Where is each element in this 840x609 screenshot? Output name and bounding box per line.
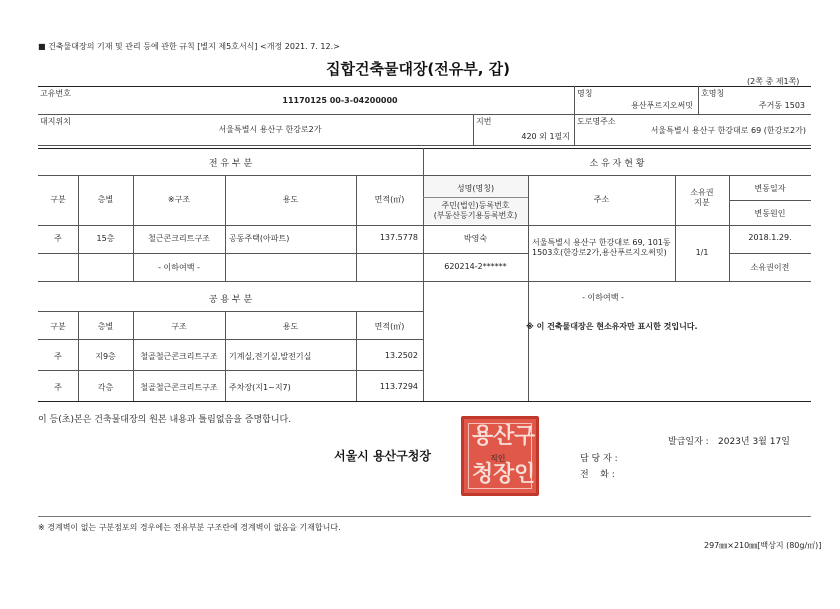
common-header-floor: 층별 [97, 322, 114, 331]
private-row-structure: 철근콘크리트구조 [148, 234, 210, 243]
common-header-area: 면적(㎡) [374, 322, 405, 331]
owner-change-date: 2018.1.29. [748, 233, 792, 242]
owner-section-title: 소 유 자 현 황 [589, 159, 645, 169]
issuer-name: 서울시 용산구청장 [334, 449, 431, 463]
common-row-structure: 철골철근콘크리트구조 [140, 383, 218, 392]
common-header-use: 용도 [282, 322, 299, 331]
common-row-use: 기계실,전기실,발전기실 [229, 352, 312, 361]
private-row-floor: 15층 [96, 234, 115, 243]
page-info: (2쪽 중 제1쪽) [747, 77, 800, 86]
owner-address: 서울특별시 용산구 한강대로 69, 101동 1503호(한강로2가,용산푸르지오써밋) [532, 238, 671, 257]
paper-size: 297㎜×210㎜[백상지 (80g/㎡)] [704, 541, 822, 550]
private-row-type: 주 [54, 234, 62, 243]
common-row-structure: 철골철근콘크리트구조 [140, 352, 218, 361]
owner-header-name: 성명(명칭) [456, 184, 495, 193]
common-row-type: 주 [54, 383, 62, 392]
private-header-structure: ※구조 [167, 195, 191, 204]
owner-share: 1/1 [695, 248, 709, 257]
private-header-floor: 층별 [97, 195, 114, 204]
common-row-floor: 각층 [97, 383, 114, 392]
road-address: 서울특별시 용산구 한강대로 69 (한강로2가) [650, 126, 806, 135]
private-row-use: 공동주택(아파트) [229, 234, 290, 243]
contact-label: 담 당 자 : [580, 454, 618, 464]
seal-stamp-label: 직인 [490, 454, 506, 463]
footer-note: ※ 경계벽이 없는 구분점포의 경우에는 전유부분 구조란에 경계벽이 없음을 기재합니다. [38, 523, 341, 532]
owner-name: 박영숙 [463, 234, 488, 243]
issue-date-label: 발급일자 : [668, 437, 709, 447]
private-header-type: 구분 [50, 195, 66, 204]
site-location-label: 대지위치 [40, 117, 71, 126]
private-section-title: 전 유 부 분 [208, 159, 253, 169]
owner-blank-note: - 이하여백 - [582, 293, 624, 302]
common-row-area: 13.2502 [384, 351, 418, 360]
common-row-area: 113.7294 [379, 382, 418, 391]
site-location: 서울특별시 용산구 한강로2가 [218, 125, 322, 134]
road-address-label: 도로명주소 [577, 117, 616, 126]
private-row-area: 137.5778 [379, 233, 418, 242]
owner-header-id: 주민(법인)등록번호 (부동산등기용등록번호) [433, 201, 518, 220]
common-header-type: 구분 [50, 322, 66, 331]
unit-name: 주거동 1503 [758, 101, 805, 110]
lot-number-label: 지번 [476, 117, 492, 126]
unique-number: 11170125 00-3-04200000 [282, 96, 398, 105]
lot-number: 420 외 1필지 [521, 132, 570, 141]
owner-notice: ※ 이 건축물대장은 현소유자만 표시한 것입니다. [526, 322, 698, 331]
private-header-area: 면적(㎡) [374, 195, 405, 204]
unit-name-label: 호명칭 [701, 89, 725, 98]
owner-change-cause: 소유권이전 [750, 263, 790, 272]
phone-label: 전 화 : [580, 470, 615, 480]
owner-id: 620214-2****** [444, 262, 507, 271]
building-name-label: 명칭 [577, 89, 593, 98]
common-row-use: 주차장(지1~지7) [229, 383, 291, 392]
common-row-floor: 지9층 [95, 352, 116, 361]
building-name: 용산푸르지오써밋 [631, 101, 693, 110]
unique-number-label: 고유번호 [40, 89, 71, 98]
owner-header-address: 주소 [593, 195, 610, 204]
private-blank-note: - 이하여백 - [158, 263, 200, 272]
owner-header-cause: 변동원인 [754, 209, 786, 218]
form-reference-note: ■ 건축물대장의 기재 및 관리 등에 관한 규칙 [별지 제5호서식] <개정 2021. 7. 12.> [38, 42, 340, 51]
owner-header-share: 소유권 지분 [690, 188, 714, 207]
common-header-structure: 구조 [171, 322, 187, 331]
official-seal: 용 산 구 청 장 인 직인 [461, 416, 539, 496]
common-section-title: 공 용 부 분 [208, 295, 253, 305]
private-header-use: 용도 [282, 195, 299, 204]
owner-header-date: 변동일자 [754, 184, 786, 193]
document-title: 집합건축물대장(전유부, 갑) [326, 60, 511, 78]
common-row-type: 주 [54, 352, 62, 361]
issue-date: 2023년 3월 17일 [718, 437, 790, 447]
certification-text: 이 등(초)본은 건축물대장의 원본 내용과 틀림없음을 증명합니다. [38, 415, 292, 425]
